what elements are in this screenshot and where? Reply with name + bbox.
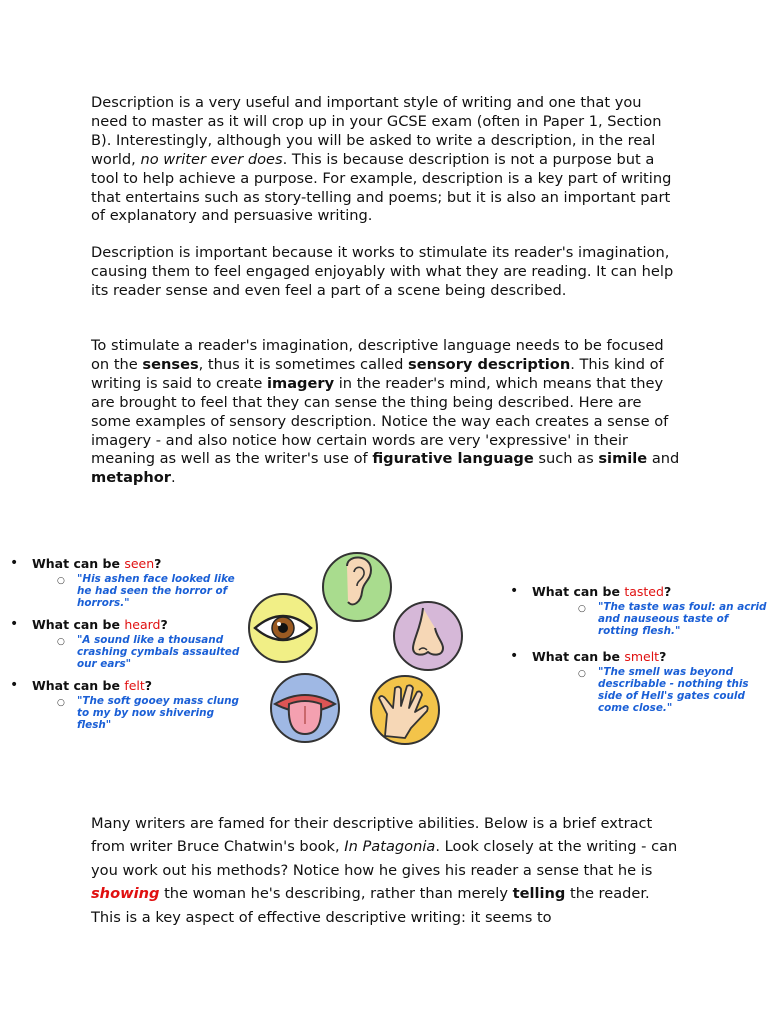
hand-icon [371,676,439,744]
sense-question: • What can be smelt? [532,649,667,664]
sense-quote-smelt: ○ "The smell was beyond describable - nothing this side of Hell's gates could come close." [598,666,749,714]
term-figurative-language: figurative language [372,450,534,468]
intro-text: Description is a very useful and important style of writing and one that you need to master as it will crop up in your GCSE exam (often in Paper 1, Section B). Interestingly, although you will be asked to write a description, in the real world, [91,94,662,168]
sense-quote-tasted: ○ "The taste was foul: an acrid and nauseous taste of rotting flesh." [598,601,767,637]
sense-item-heard [10,617,245,670]
sense-question: • What can be tasted? [532,584,672,599]
sense-quote-felt: ○ "The soft gooey mass clung to my by now shivering flesh" [77,695,239,731]
sense-item-seen [10,556,245,609]
sense-word-seen: seen [124,556,155,571]
sense-item-smelt [510,649,768,714]
chatwin-paragraph [91,812,681,929]
sense-word-heard: heard [124,617,161,632]
senses-list-right [510,584,768,726]
term-metaphor: metaphor [91,469,171,487]
ear-icon [323,553,391,621]
sense-quote-heard: ○ "A sound like a thousand crashing cymbals assaulted our ears" [77,634,240,670]
intro-text: , thus it is sometimes called [198,355,409,373]
term-imagery: imagery [266,374,335,392]
intro-text: such as [533,450,599,468]
sense-quote-row [532,601,768,637]
intro-text: . This kind of writing is said to create [91,355,664,392]
sense-word-tasted: tasted [624,584,664,599]
term-telling: telling [512,885,566,903]
senses-graphic [245,548,473,748]
term-simile: simile [598,450,648,468]
emphasis-no-writer: no writer ever does [140,150,283,168]
chatwin-text: Many writers are famed for their descriptive abilities. Below is a brief extract from writer Bruce Chatwin's book, [91,815,653,856]
book-title: In Patagonia [344,838,436,856]
intro-paragraph-2: Description is important because it works to stimulate its reader's imagination, causing them to feel engaged enjoyably with what they are reading. It can help its reader sense and even feel a part of a scene being described. [91,244,674,299]
sense-word-smelt: smelt [624,649,660,664]
sense-quote-row [32,634,245,670]
intro-paragraph-3 [91,337,681,488]
senses-list-left [10,556,245,739]
sense-question: • What can be heard? [32,617,168,632]
term-showing: showing [91,885,160,903]
sense-question: • What can be felt? [32,678,153,693]
sense-question: • What can be seen? [32,556,162,571]
intro-text: in the reader's mind, which means that they are brought to feel that they can sense the thing being described. Here are some examples of sensory description. Notice the way each creates a sense of imagery - and also notice how certain words are very 'expressive' in their meaning as well as the writer's use of [91,374,669,468]
sense-quote-row [532,666,768,714]
sense-quote-row [32,573,245,609]
chatwin-text: the woman he's describing, rather than merely [159,885,513,903]
intro-paragraph-1 [91,94,681,226]
eye-icon [249,594,317,662]
nose-icon [394,602,462,670]
term-sensory-description: sensory description [408,355,571,373]
intro-text: . [171,469,176,487]
intro-text: . This is because description is not a purpose but a tool to help achieve a purpose. For example, description is a key part of writing that entertains such as story-telling and poems; but it is also an important part of explanatory and persuasive writing. [91,150,672,225]
sense-word-felt: felt [124,678,145,693]
sense-quote-seen: ○ "His ashen face looked like he had seen the horror of horrors." [77,573,235,609]
chatwin-text: the reader. This is a key aspect of effective descriptive writing: it seems to [91,885,650,926]
sense-quote-row [32,695,245,731]
term-senses: senses [142,355,199,373]
intro-text: and [647,450,680,468]
tongue-icon [271,674,339,742]
intro-text: To stimulate a reader's imagination, descriptive language needs to be focused on the [91,337,664,373]
sense-item-tasted [510,584,768,637]
chatwin-text: . Look closely at the writing - can you work out his methods? Notice how he gives his reader a sense that he is [91,838,678,879]
sense-item-felt [10,678,245,731]
